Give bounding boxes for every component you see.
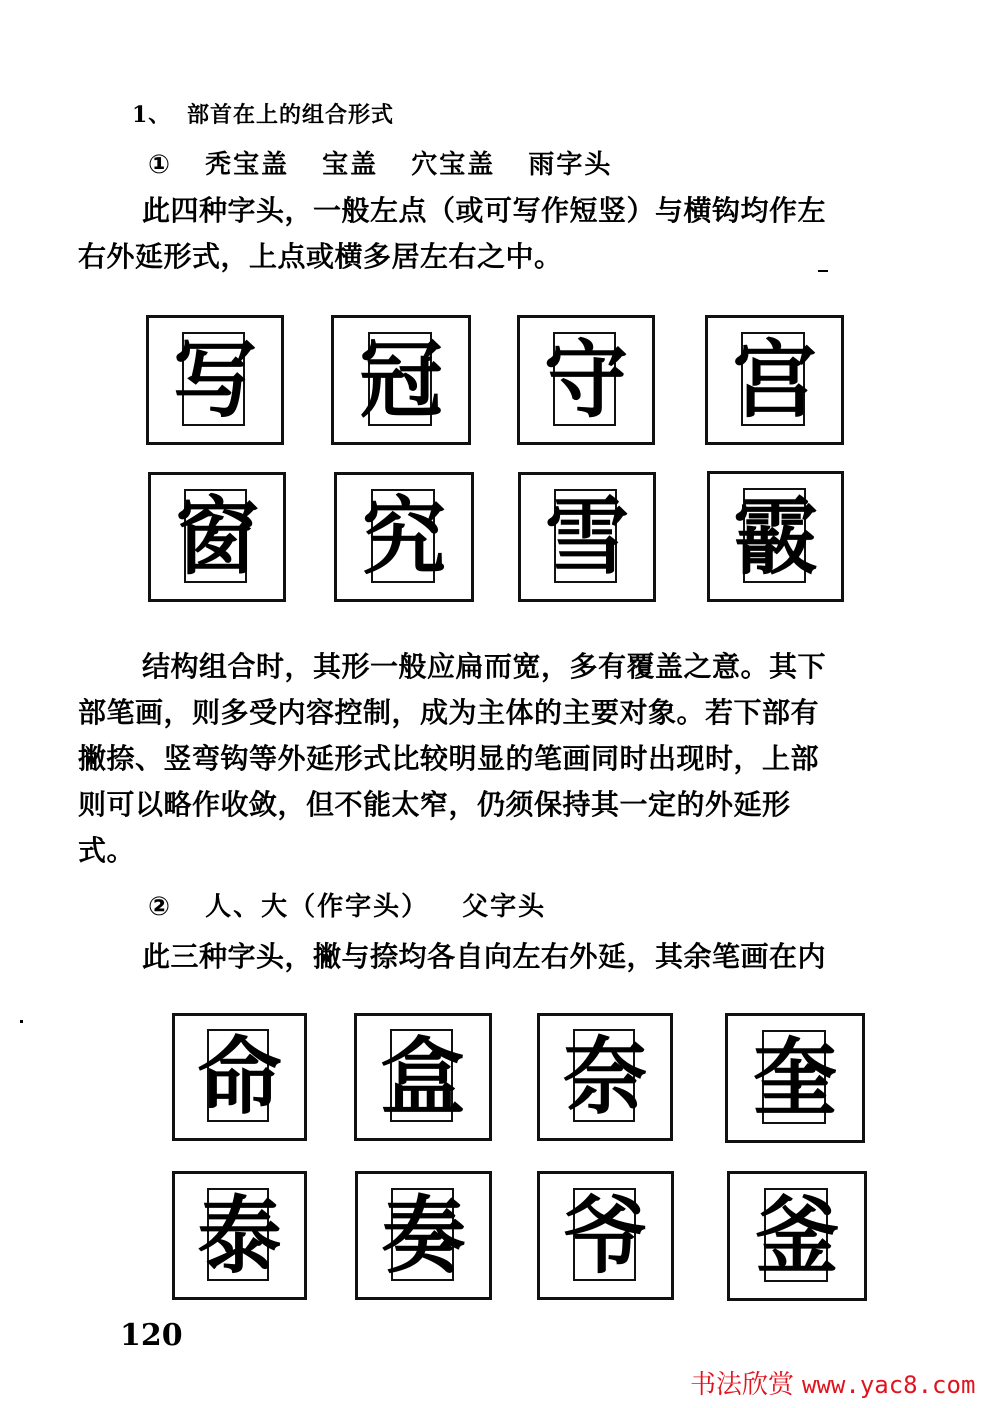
character-glyph: 命 xyxy=(197,1027,282,1126)
character-glyph: 盒 xyxy=(380,1027,465,1126)
character-box xyxy=(148,472,286,602)
watermark-url: www.yac8.com xyxy=(802,1371,976,1399)
page-number: 120 xyxy=(120,1318,183,1353)
paragraph-line: 撇捺、竖弯钩等外延形式比较明显的笔画同时出现时，上部 xyxy=(78,742,820,775)
paragraph-1 xyxy=(78,188,826,280)
subsection-1-item: 秃宝盖 xyxy=(205,150,290,180)
character-glyph: 奈 xyxy=(562,1027,647,1126)
scan-speck xyxy=(818,270,828,272)
scan-speck xyxy=(20,1020,23,1023)
character-glyph: 爷 xyxy=(563,1185,648,1285)
paragraph-line: 则可以略作收敛，但不能太窄，仍须保持其一定的外延形 xyxy=(78,788,791,821)
character-box xyxy=(537,1171,674,1300)
section-number: 1、 xyxy=(132,102,172,128)
character-glyph: 宫 xyxy=(732,330,817,429)
character-box xyxy=(727,1171,867,1301)
subsection-2-heading xyxy=(148,886,568,923)
subsection-1-heading xyxy=(148,144,634,181)
character-box xyxy=(334,472,474,602)
character-glyph: 霰 xyxy=(733,486,818,586)
paragraph-line: 结构组合时，其形一般应扁而宽，多有覆盖之意。其下 xyxy=(142,650,827,683)
character-box xyxy=(354,1013,492,1141)
character-box xyxy=(518,472,656,602)
character-box xyxy=(172,1171,307,1300)
character-box xyxy=(537,1013,673,1141)
character-box xyxy=(705,315,844,445)
subsection-1-marker: ① xyxy=(148,150,173,180)
character-glyph: 写 xyxy=(172,330,257,429)
character-glyph: 釜 xyxy=(754,1186,839,1285)
subsection-2-item: 人、大（作字头） xyxy=(205,892,430,922)
character-glyph: 究 xyxy=(361,487,446,586)
character-glyph: 守 xyxy=(543,330,628,429)
paragraph-line: 右外延形式，上点或横多居左右之中。 xyxy=(78,240,563,273)
paragraph-line: 此四种字头，一般左点（或可写作短竖）与横钩均作左 xyxy=(142,194,827,227)
watermark-text: 书法欣赏 xyxy=(690,1370,795,1400)
character-box xyxy=(517,315,655,445)
subsection-1-item: 雨字头 xyxy=(528,150,613,180)
section-title: 部首在上的组合形式 xyxy=(187,103,395,128)
paragraph-3 xyxy=(78,934,826,980)
character-glyph: 冠 xyxy=(358,330,443,429)
watermark xyxy=(690,1364,975,1401)
subsection-2-marker: ② xyxy=(148,892,173,922)
section-heading xyxy=(132,98,394,129)
paragraph-line: 部笔画，则多受内容控制，成为主体的主要对象。若下部有 xyxy=(78,696,820,729)
character-box xyxy=(172,1013,307,1141)
character-glyph: 奎 xyxy=(752,1028,837,1127)
character-glyph: 奏 xyxy=(381,1185,466,1285)
paragraph-2 xyxy=(78,644,826,874)
paragraph-line: 式。 xyxy=(78,834,136,867)
character-glyph: 泰 xyxy=(197,1185,282,1285)
character-box xyxy=(707,471,844,602)
character-box xyxy=(331,315,471,445)
paragraph-line: 此三种字头，撇与捺均各自向左右外延，其余笔画在内 xyxy=(142,940,827,973)
character-glyph: 窗 xyxy=(174,487,259,586)
subsection-2-item: 父字头 xyxy=(462,892,547,922)
subsection-1-item: 宝盖 xyxy=(322,150,379,180)
character-box xyxy=(146,315,284,445)
character-box xyxy=(355,1171,492,1300)
character-box xyxy=(725,1013,865,1143)
subsection-1-item: 穴宝盖 xyxy=(411,150,496,180)
character-glyph: 雪 xyxy=(544,487,629,586)
